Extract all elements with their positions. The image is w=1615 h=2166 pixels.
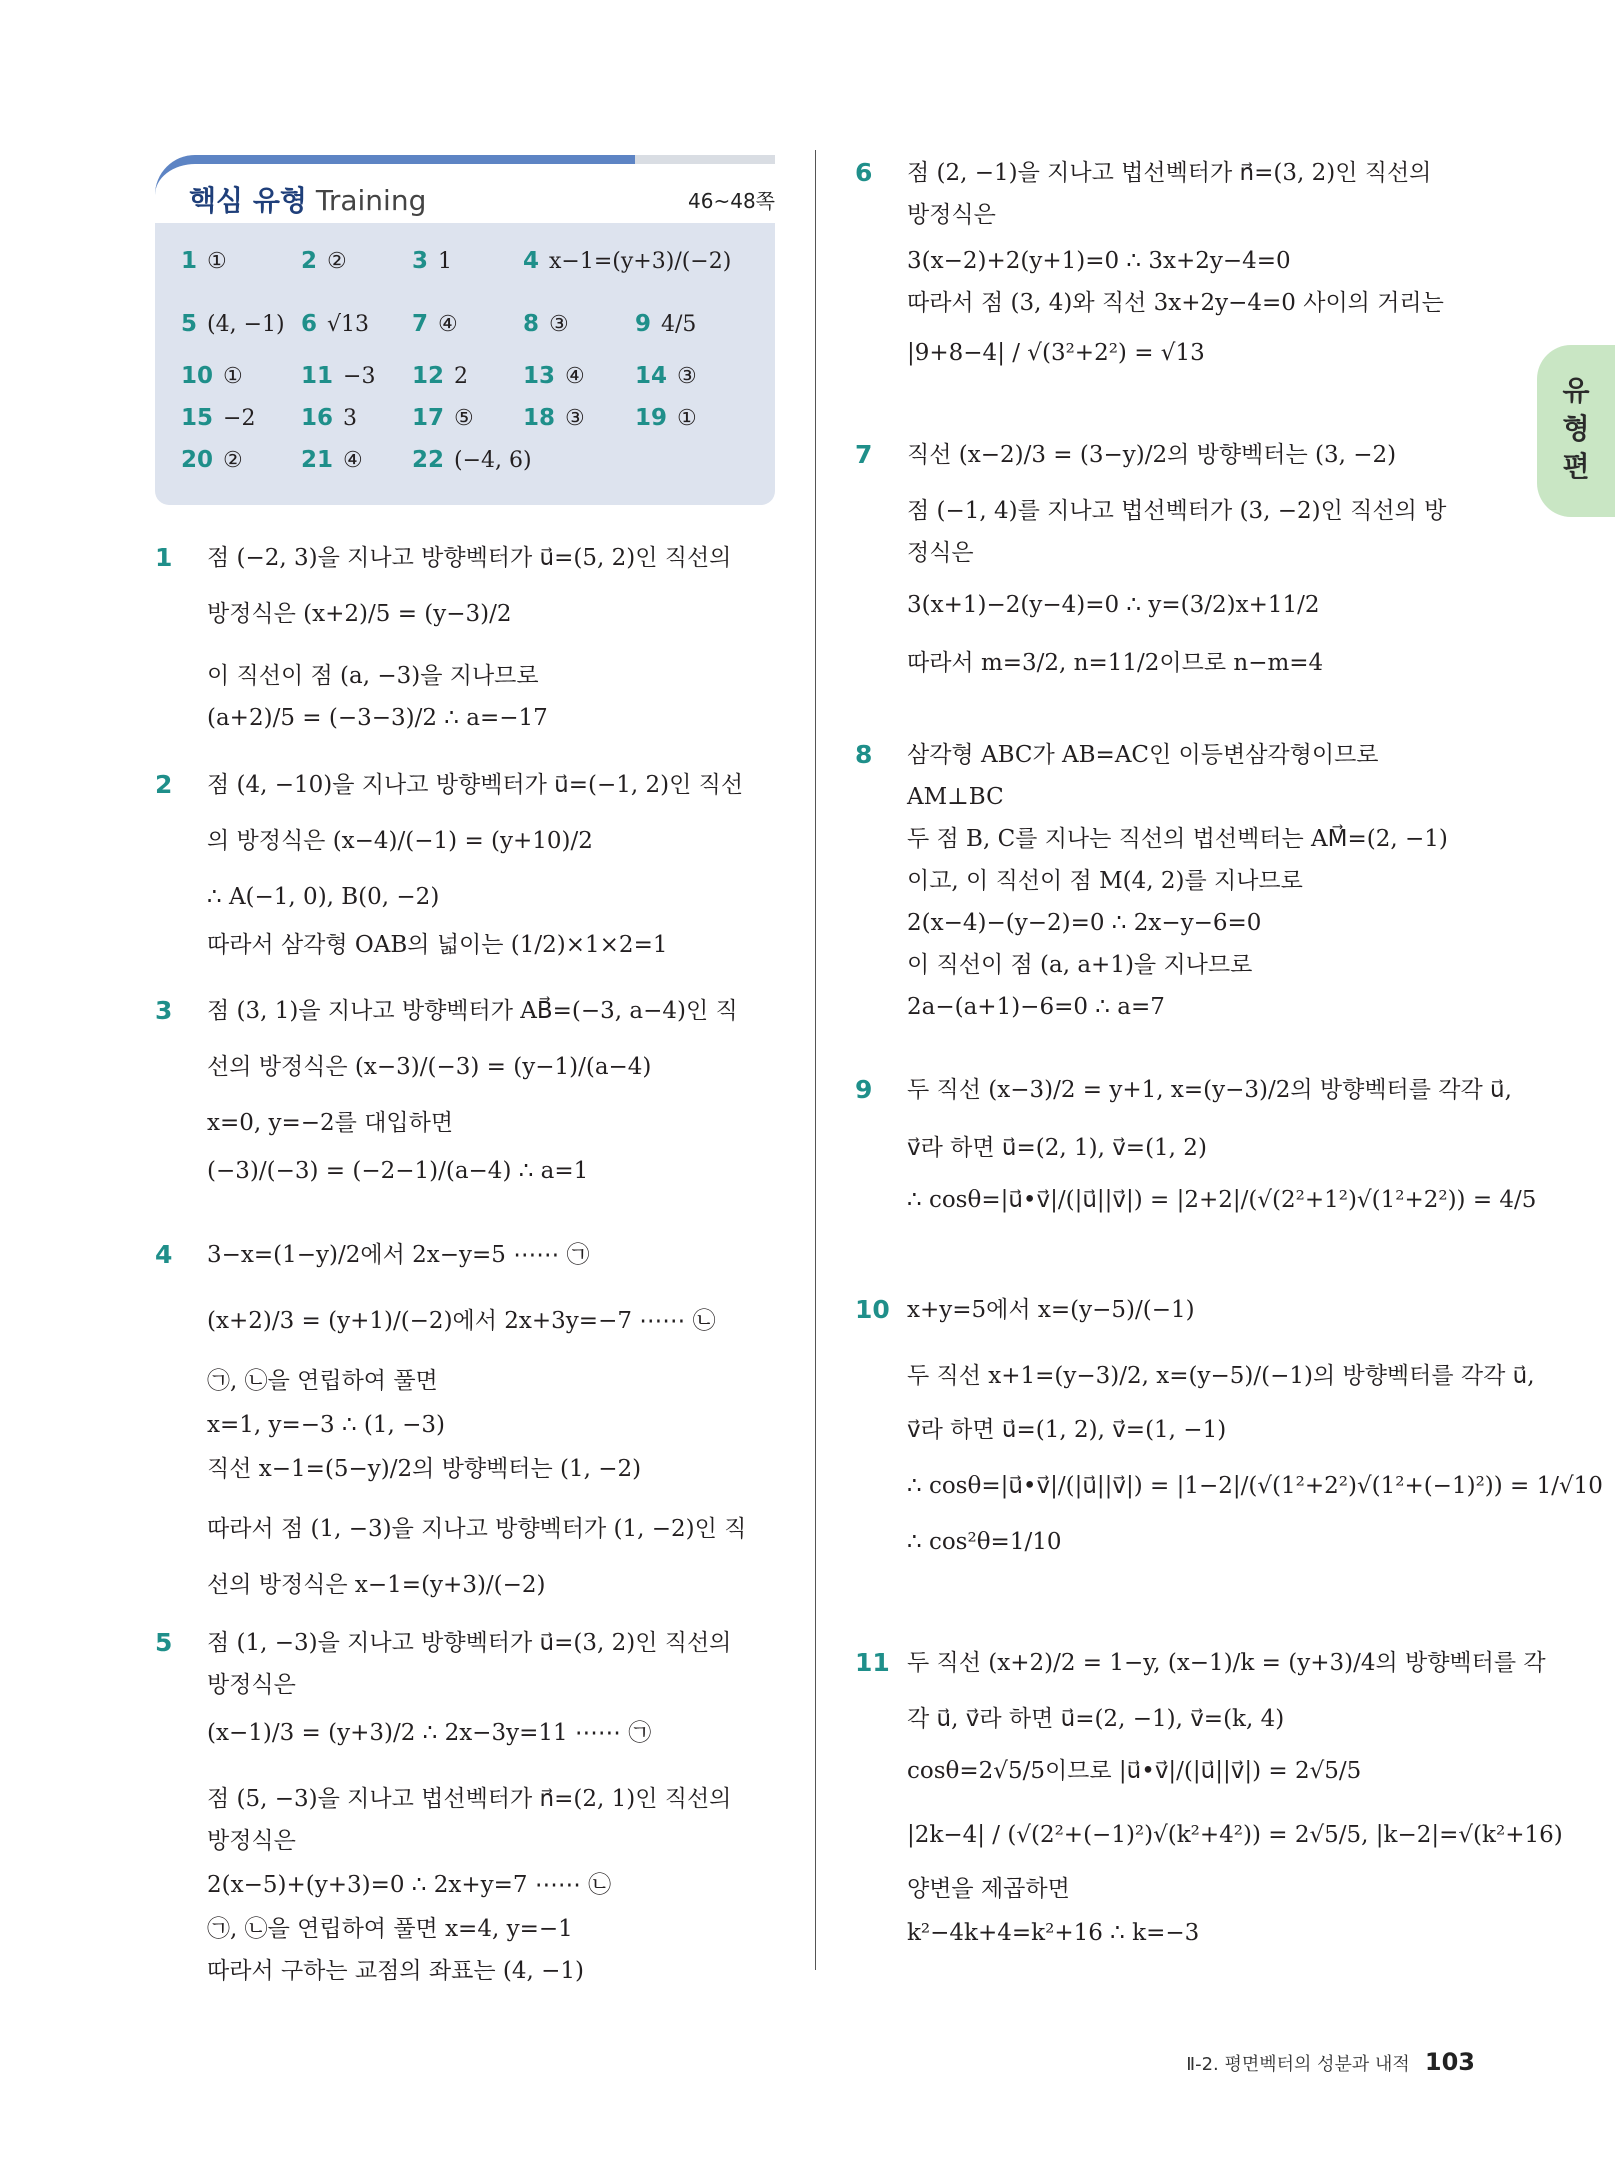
solution-line: 따라서 m=3/2, n=11/2이므로 n−m=4 [907,650,1324,676]
answer-item [412,405,474,431]
answer-value: ② [223,448,243,473]
solution-line: 이 직선이 점 (a, −3)을 지나므로 [207,663,539,689]
answer-item [523,405,585,431]
answer-item [301,447,363,473]
section-title-korean: 핵심 유형 [189,184,307,217]
solution-line: |2k−4| / (√(2²+(−1)²)√(k²+4²)) = 2√5/5, |k−2|=√(k²+16) [907,1822,1563,1848]
answer-number: 20 [181,447,214,473]
solution-line: 점 (3, 1)을 지나고 방향벡터가 AB⃗=(−3, a−4)인 직 [207,998,738,1024]
solution-line: |9+8−4| / √(3²+2²) = √13 [907,340,1205,366]
solution-line: 점 (5, −3)을 지나고 법선벡터가 n⃗=(2, 1)인 직선의 [207,1786,732,1812]
solution-line: 선의 방정식은 (x−3)/(−3) = (y−1)/(a−4) [207,1054,652,1080]
answer-number: 18 [523,405,556,431]
answer-value: x−1=(y+3)/(−2) [549,249,732,274]
answer-value: ① [223,364,243,389]
answer-number: 6 [301,311,318,337]
solution-line: 방정식은 [907,202,996,228]
solution-number: 1 [155,543,173,572]
answer-grid [155,223,775,505]
solution-line: 따라서 삼각형 OAB의 넓이는 (1/2)×1×2=1 [207,932,668,958]
solution-line: 의 방정식은 (x−4)/(−1) = (y+10)/2 [207,828,593,854]
answer-number: 11 [301,363,334,389]
solution-line: (x+2)/3 = (y+1)/(−2)에서 2x+3y=−7 ⋯⋯ ㉡ [207,1308,716,1334]
answer-item [523,363,585,389]
page-range: 46~48쪽 [688,189,775,213]
solution-line: v⃗라 하면 u⃗=(2, 1), v⃗=(1, 2) [907,1135,1207,1161]
answer-item [635,363,697,389]
answer-number: 1 [181,248,198,274]
training-header-box [155,155,775,505]
solution-line: 점 (−2, 3)을 지나고 방향벡터가 u⃗=(5, 2)인 직선의 [207,545,732,571]
answer-value: −2 [223,406,256,431]
answer-value: √13 [327,312,370,337]
footer-chapter: Ⅱ-2. 평면벡터의 성분과 내적 [1186,2054,1410,2075]
answer-item [635,405,697,431]
answer-number: 19 [635,405,668,431]
solution-line: 직선 x−1=(5−y)/2의 방향벡터는 (1, −2) [207,1456,642,1482]
page-number: 103 [1424,2048,1475,2076]
solution-line: 점 (1, −3)을 지나고 방향벡터가 u⃗=(3, 2)인 직선의 [207,1630,732,1656]
solution-line: 2(x−4)−(y−2)=0 ∴ 2x−y−6=0 [907,910,1262,936]
answer-number: 15 [181,405,214,431]
answer-value: 2 [454,364,469,389]
answer-value: ③ [565,406,585,431]
answer-item [523,248,731,274]
answer-value: (4, −1) [207,312,285,337]
solution-number: 6 [855,158,873,187]
solution-line: 이고, 이 직선이 점 M(4, 2)를 지나므로 [907,868,1303,894]
answer-item [181,311,285,337]
answer-item [301,311,369,337]
solution-line: AM⊥BC [907,784,1004,810]
solution-line: 점 (4, −10)을 지나고 방향벡터가 u⃗=(−1, 2)인 직선 [207,772,744,798]
solution-line: ∴ cosθ=|u⃗•v⃗|/(|u⃗||v⃗|) = |1−2|/(√(1²+2²)√(1²+(−1)²)) = 1/√10 [907,1473,1603,1499]
answer-item [635,311,696,337]
solution-line: 이 직선이 점 (a, a+1)을 지나므로 [907,952,1253,978]
solution-number: 2 [155,770,173,799]
solution-line: (x−1)/3 = (y+3)/2 ∴ 2x−3y=11 ⋯⋯ ㉠ [207,1720,652,1746]
answer-number: 8 [523,311,540,337]
solution-line: 점 (−1, 4)를 지나고 법선벡터가 (3, −2)인 직선의 방 [907,498,1447,524]
answer-number: 3 [412,248,429,274]
solution-line: x=0, y=−2를 대입하면 [207,1110,454,1136]
solution-line: x+y=5에서 x=(y−5)/(−1) [907,1297,1195,1323]
solution-line: 따라서 구하는 교점의 좌표는 (4, −1) [207,1958,584,1984]
solution-line: 두 점 B, C를 지나는 직선의 법선벡터는 AM⃗=(2, −1) [907,826,1448,852]
solution-number: 8 [855,740,873,769]
answer-number: 12 [412,363,445,389]
solution-line: k²−4k+4=k²+16 ∴ k=−3 [907,1920,1200,1946]
answer-number: 16 [301,405,334,431]
solution-number: 9 [855,1075,873,1104]
solution-line: 방정식은 (x+2)/5 = (y−3)/2 [207,601,512,627]
solution-line: (a+2)/5 = (−3−3)/2 ∴ a=−17 [207,705,548,731]
answer-value: ① [207,249,227,274]
solution-number: 7 [855,440,873,469]
solution-line: (−3)/(−3) = (−2−1)/(a−4) ∴ a=1 [207,1158,589,1184]
solution-number: 11 [855,1648,890,1677]
solution-number: 4 [155,1240,173,1269]
solution-line: 두 직선 x+1=(y−3)/2, x=(y−5)/(−1)의 방향벡터를 각각 u⃗, [907,1363,1535,1389]
answer-number: 7 [412,311,429,337]
answer-value: ⑤ [454,406,474,431]
answer-item [181,363,243,389]
solution-line: 두 직선 (x−3)/2 = y+1, x=(y−3)/2의 방향벡터를 각각 u⃗, [907,1077,1512,1103]
solution-line: 2(x−5)+(y+3)=0 ∴ 2x+y=7 ⋯⋯ ㉡ [207,1872,612,1898]
solution-line: 점 (2, −1)을 지나고 법선벡터가 n⃗=(3, 2)인 직선의 [907,160,1432,186]
solution-line: 양변을 제곱하면 [907,1876,1070,1902]
answer-value: (−4, 6) [454,448,532,473]
answer-number: 4 [523,248,540,274]
solution-line: 3−x=(1−y)/2에서 2x−y=5 ⋯⋯ ㉠ [207,1242,590,1268]
section-title [189,179,426,219]
side-tab-label: 유형편 [1562,374,1590,483]
solution-number: 10 [855,1295,890,1324]
answer-number: 5 [181,311,198,337]
solution-line: 3(x+1)−2(y−4)=0 ∴ y=(3/2)x+11/2 [907,592,1320,618]
answer-number: 22 [412,447,445,473]
answer-item [181,447,243,473]
answer-item [301,405,357,431]
answer-number: 10 [181,363,214,389]
solution-line: v⃗라 하면 u⃗=(1, 2), v⃗=(1, −1) [907,1417,1227,1443]
answer-item [301,248,347,274]
answer-value: ④ [565,364,585,389]
answer-item [181,405,255,431]
solution-line: 선의 방정식은 x−1=(y+3)/(−2) [207,1572,546,1598]
solution-line: 삼각형 ABC가 AB=AC인 이등변삼각형이므로 [907,742,1379,768]
solution-line: ∴ cos²θ=1/10 [907,1529,1062,1555]
solution-line: 따라서 점 (3, 4)와 직선 3x+2y−4=0 사이의 거리는 [907,290,1444,316]
solution-line: 따라서 점 (1, −3)을 지나고 방향벡터가 (1, −2)인 직 [207,1516,747,1542]
answer-value: ② [327,249,347,274]
answer-value: ③ [677,364,697,389]
answer-value: 3 [343,406,358,431]
page-footer [1186,2048,1475,2076]
solution-line: 직선 (x−2)/3 = (3−y)/2의 방향벡터는 (3, −2) [907,442,1397,468]
solution-line: 방정식은 [207,1672,296,1698]
solution-line: ㉠, ㉡을 연립하여 풀면 x=4, y=−1 [207,1916,573,1942]
section-title-english: Training [315,184,427,217]
answer-value: ④ [438,312,458,337]
answer-item [301,363,375,389]
answer-item [412,311,458,337]
solution-line: ㉠, ㉡을 연립하여 풀면 [207,1368,438,1394]
solution-line: 정식은 [907,540,974,566]
column-divider [815,150,816,1970]
solution-line: 방정식은 [207,1828,296,1854]
solution-line: ∴ cosθ=|u⃗•v⃗|/(|u⃗||v⃗|) = |2+2|/(√(2²+1²)√(1²+2²)) = 4/5 [907,1187,1537,1213]
answer-item [412,248,452,274]
solution-number: 3 [155,996,173,1025]
answer-value: 1 [438,249,453,274]
solution-line: x=1, y=−3 ∴ (1, −3) [207,1412,446,1438]
solution-line: cosθ=2√5/5이므로 |u⃗•v⃗|/(|u⃗||v⃗|) = 2√5/5 [907,1758,1362,1784]
solution-line: 두 직선 (x+2)/2 = 1−y, (x−1)/k = (y+3)/4의 방향벡터를 각 [907,1650,1546,1676]
answer-value: 4/5 [661,312,697,337]
solution-line: 2a−(a+1)−6=0 ∴ a=7 [907,994,1165,1020]
answer-item [181,248,227,274]
solution-line: 각 u⃗, v⃗라 하면 u⃗=(2, −1), v⃗=(k, 4) [907,1706,1285,1732]
answer-number: 13 [523,363,556,389]
answer-item [412,447,532,473]
answer-number: 17 [412,405,445,431]
solution-line: 3(x−2)+2(y+1)=0 ∴ 3x+2y−4=0 [907,248,1291,274]
answer-number: 2 [301,248,318,274]
answer-number: 9 [635,311,652,337]
answer-number: 14 [635,363,668,389]
answer-item [412,363,468,389]
solution-number: 5 [155,1628,173,1657]
answer-value: ① [677,406,697,431]
answer-value: ③ [549,312,569,337]
answer-item [523,311,569,337]
answer-number: 21 [301,447,334,473]
solution-line: ∴ A(−1, 0), B(0, −2) [207,884,440,910]
answer-value: ④ [343,448,363,473]
answer-value: −3 [343,364,376,389]
